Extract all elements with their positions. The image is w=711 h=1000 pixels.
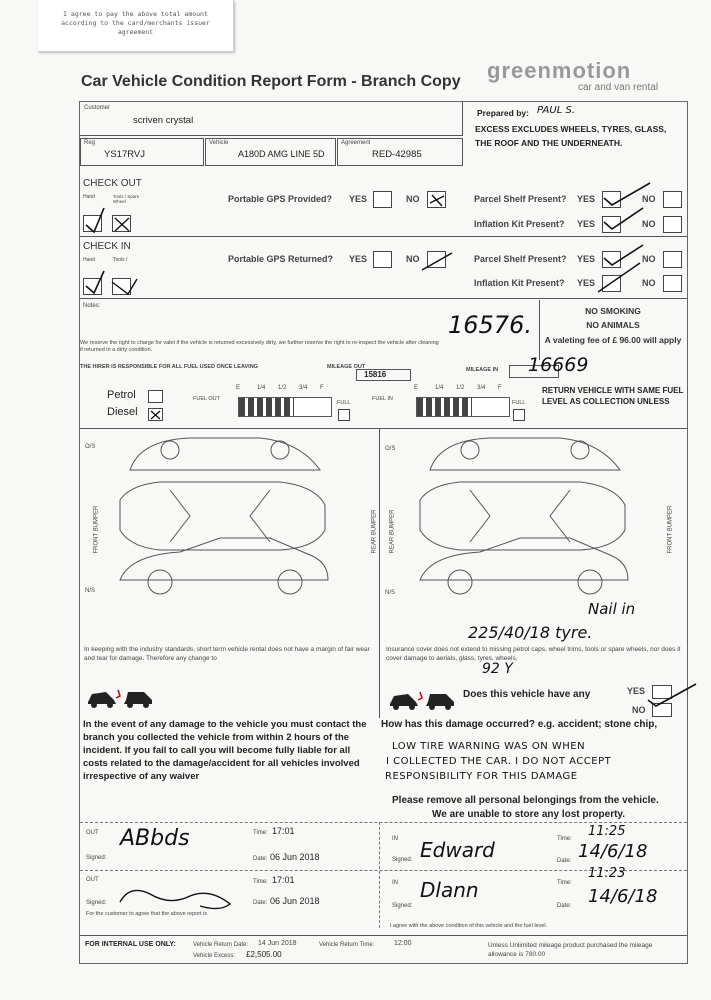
prepared-by-label: Prepared by: xyxy=(477,108,529,118)
belongings-line-1: Please remove all personal belongings from the vehicle. xyxy=(392,795,659,806)
inflation-kit-out-yes-label: YES xyxy=(577,219,596,229)
sign-out-1-date: 06 Jun 2018 xyxy=(270,852,320,862)
reserve-note: We reserve the right to charge for valet if the vehicle is returned excessively dirty, we further reserve the right to re-inspect the vehicle after cleaning if returned in a dirty condition. xyxy=(80,340,439,353)
car-crash-icon-right xyxy=(388,688,458,712)
fuel-out-full-label: FULL xyxy=(337,400,351,406)
mileage-out-label: MILEAGE OUT xyxy=(327,364,366,370)
fuel-in-label: FUEL IN xyxy=(372,396,393,402)
parcel-shelf-in-no-label: NO xyxy=(642,254,656,264)
os-label-right: O/S xyxy=(385,446,396,452)
check-in-tools-label: Tools / xyxy=(113,257,128,263)
rear-bumper-label-left: REAR BUMPER xyxy=(371,509,378,554)
mileage-out-value: 15816 xyxy=(364,370,387,379)
signature-divider xyxy=(379,822,380,928)
sign-in-2-agree-note: I agree with the above condition of this vehicle and the fuel level. xyxy=(390,923,548,929)
sign-in-1-label: IN xyxy=(392,836,398,842)
sign-in-2-signature: Dlann xyxy=(420,878,479,902)
damage-warning: In the event of any damage to the vehicle you must contact the branch you collected the vehicle from within 2 hours of the incident. If you fail to call you will become fully liable for all costs related to the damage/accident for all vehicles involved irrespective of any waiver xyxy=(83,719,367,782)
front-bumper-label-right: FRONT BUMPER xyxy=(667,505,674,554)
how-damage-question: How has this damage occurred? e.g. accident; stone chip, xyxy=(381,719,658,730)
explanation-line-1: LOW TIRE WARNING WAS ON WHEN xyxy=(392,741,586,752)
parcel-shelf-in-yes-label: YES xyxy=(577,254,596,264)
inflation-kit-in-question: Inflation Kit Present? xyxy=(474,278,565,288)
sign-in-1-signed-label: Signed: xyxy=(392,857,413,863)
sign-in-1-signature: Edward xyxy=(420,838,495,862)
insurance-note: Insurance cover does not extend to missing petrol caps, wheel trims, tools or spare wheels, nor does it cover damage to aerials, glass, tyres, wheels, xyxy=(386,646,681,662)
fuel-scale-tick: 3/4 xyxy=(299,385,308,391)
sign-out-2-label: OUT xyxy=(86,877,99,883)
petrol-label: Petrol xyxy=(107,389,136,401)
sign-out-1-time: 17:01 xyxy=(272,826,295,836)
diagram-divider xyxy=(379,428,380,718)
fuel-responsibility-note: THE HIRER IS RESPONSIBLE FOR ALL FUEL USED ONCE LEAVING xyxy=(80,364,258,370)
gps-provided-question: Portable GPS Provided? xyxy=(228,194,333,204)
receipt-line: I agree to pay the above total amount xyxy=(63,10,208,18)
customer-value: scriven crystal xyxy=(133,115,194,126)
sign-out-2-signed-label: Signed: xyxy=(86,900,107,906)
fuel-out-gauge-fill xyxy=(239,398,294,416)
sign-in-1-time-label: Time: xyxy=(557,836,572,842)
brand-logo: greenmotion xyxy=(487,58,632,83)
excess-note: EXCESS EXCLUDES WHEELS, TYRES, GLASS, THE ROOF AND THE UNDERNEATH. xyxy=(475,124,667,148)
standards-note: In keeping with the industry standards, short term vehicle rental does not have a margin of fair wear and tear for damage. Therefore any change to xyxy=(84,646,370,662)
parcel-shelf-in-question: Parcel Shelf Present? xyxy=(474,254,567,264)
os-label-left: O/S xyxy=(85,444,96,450)
fuel-in-full-label: FULL xyxy=(512,400,526,406)
excess-value: £2,505.00 xyxy=(246,950,282,959)
sign-in-2-date: 14/6/18 xyxy=(588,886,658,907)
inflation-kit-in-yes-label: YES xyxy=(577,278,596,288)
sign-out-1-signed-label: Signed: xyxy=(86,855,107,861)
return-fuel-note: RETURN VEHICLE WITH SAME FUEL LEVEL AS COLLECTION UNLESS xyxy=(542,386,684,406)
sign-in-1-date-label: Date: xyxy=(557,858,572,864)
fuel-scale-tick: 1/4 xyxy=(435,385,444,391)
return-date-label: Vehicle Return Date: xyxy=(193,942,249,948)
agreement-value: RED-42985 xyxy=(372,149,422,160)
gps-returned-no-label: NO xyxy=(406,254,420,264)
customer-label: Customer xyxy=(84,105,111,111)
fuel-out-full-checkbox[interactable] xyxy=(338,409,350,421)
car-crash-icon xyxy=(86,686,156,710)
gps-no-label: NO xyxy=(406,194,420,204)
fuel-out-gauge xyxy=(238,397,332,417)
prepared-by-value: PAUL S. xyxy=(537,105,575,116)
mileage-in-label: MILEAGE IN xyxy=(466,367,499,373)
sign-in-2-time-label: Time: xyxy=(557,880,572,886)
parcel-shelf-out-yes-label: YES xyxy=(577,194,596,204)
notes-label: Notes: xyxy=(83,303,101,309)
receipt-line: according to the card/merchants issuer xyxy=(61,19,210,27)
fuel-scale-tick: E xyxy=(414,385,419,391)
gps-returned-question: Portable GPS Returned? xyxy=(228,254,334,264)
sign-in-1-time: 11:25 xyxy=(588,824,626,839)
sign-out-1-label: OUT xyxy=(86,830,99,836)
parcel-shelf-out-question: Parcel Shelf Present? xyxy=(474,194,567,204)
internal-use-label: FOR INTERNAL USE ONLY: xyxy=(85,941,176,948)
check-in-hand-label: Hand xyxy=(83,257,95,263)
explanation-line-2: I COLLECTED THE CAR. I DO NOT ACCEPT xyxy=(386,756,612,767)
fuel-out-label: FUEL OUT xyxy=(193,396,220,402)
car-diagram-left xyxy=(100,430,340,610)
fuel-scale-tick: 1/2 xyxy=(456,385,465,391)
inflation-kit-out-question: Inflation Kit Present? xyxy=(474,219,565,229)
sign-in-2-label: IN xyxy=(392,880,398,886)
sign-in-1-date: 14/6/18 xyxy=(578,841,648,862)
gps-returned-yes-label: YES xyxy=(349,254,368,264)
sign-out-1-date-label: Date: xyxy=(253,856,268,862)
gps-yes-label: YES xyxy=(349,194,368,204)
fuel-scale-tick: 1/4 xyxy=(257,385,266,391)
fuel-scale-tick: 1/2 xyxy=(278,385,287,391)
inflation-kit-out-no-label: NO xyxy=(642,219,656,229)
damage-question: Does this vehicle have any xyxy=(463,689,591,700)
page-title: Car Vehicle Condition Report Form - Branch Copy xyxy=(81,73,461,90)
ns-label-left: N/S xyxy=(85,588,96,594)
sign-in-2-time: 11:23 xyxy=(588,866,626,881)
handwritten-load-index: 92 Y xyxy=(482,661,513,677)
return-time-value: 12:00 xyxy=(394,940,412,947)
fuel-scale-tick: F xyxy=(498,385,502,391)
check-in-title: CHECK IN xyxy=(83,241,131,252)
damage-no-label: NO xyxy=(632,705,646,715)
no-animals: NO ANIMALS xyxy=(586,320,640,330)
fuel-in-gauge xyxy=(416,397,510,417)
handwritten-tyre-size: 225/40/18 tyre. xyxy=(468,623,593,642)
fuel-scale-tick: E xyxy=(236,385,241,391)
notes-handwritten: 16576. xyxy=(448,311,532,339)
excess-label: Vehicle Excess: xyxy=(193,953,236,959)
sign-out-2-signature xyxy=(110,876,250,916)
check-out-title: CHECK OUT xyxy=(83,178,142,189)
petrol-checkbox[interactable] xyxy=(148,390,163,403)
valeting-fee: A valeting fee of £ 96.00 will apply xyxy=(544,335,682,345)
check-out-hand-label: Hand xyxy=(83,194,95,200)
vehicle-value: A180D AMG LINE 5D xyxy=(238,149,325,159)
front-bumper-label: FRONT BUMPER xyxy=(93,505,100,554)
vehicle-label: Vehicle xyxy=(209,140,229,146)
belongings-line-2: We are unable to store any lost property. xyxy=(432,809,626,820)
parcel-shelf-out-no-label: NO xyxy=(642,194,656,204)
sign-in-2-date-label: Date: xyxy=(557,903,572,909)
mileage-in-value: 16669 xyxy=(528,354,589,376)
return-time-label: Vehicle Return Time: xyxy=(319,942,375,948)
check-out-tools-label: Tools / Spare Wheel xyxy=(113,194,140,204)
fuel-scale-tick: 3/4 xyxy=(477,385,486,391)
receipt-line: agreement xyxy=(117,28,154,36)
brand-tagline: car and van rental xyxy=(578,82,659,93)
sign-out-1-time-label: Time: xyxy=(253,830,268,836)
mileage-allowance-note: Unless Unlimited mileage product purchased the mileage allowance is 780.00 xyxy=(488,942,653,958)
fuel-in-full-checkbox[interactable] xyxy=(513,409,525,421)
diesel-label: Diesel xyxy=(107,406,138,418)
fuel-in-gauge-fill xyxy=(417,398,472,416)
handwritten-nail-in: Nail in xyxy=(588,600,636,618)
fuel-scale-tick: F xyxy=(320,385,324,391)
sign-out-2-date-label: Date: xyxy=(253,900,268,906)
explanation-line-3: RESPONSIBILITY FOR THIS DAMAGE xyxy=(385,771,578,782)
sign-out-2-time-label: Time: xyxy=(253,879,268,885)
diesel-cross xyxy=(148,408,164,422)
inflation-kit-in-no-label: NO xyxy=(642,278,656,288)
agreement-label: Agreement xyxy=(341,140,371,146)
return-date-value: 14 Jun 2018 xyxy=(258,940,297,947)
no-smoking: NO SMOKING xyxy=(585,306,641,316)
damage-yes-mark xyxy=(640,680,700,710)
ns-label-right: N/S xyxy=(385,590,396,596)
sign-out-1-signature: ABbds xyxy=(120,826,190,851)
sign-out-2-time: 17:01 xyxy=(272,875,295,885)
rear-bumper-label-center: REAR BUMPER xyxy=(389,509,396,554)
reg-label: Reg xyxy=(84,140,96,146)
sign-out-2-date: 06 Jun 2018 xyxy=(270,896,320,906)
reg-value: YS17RVJ xyxy=(104,149,146,160)
checkmarks-overlay xyxy=(0,0,711,300)
sign-in-2-signed-label: Signed: xyxy=(392,903,413,909)
damage-yes-label: YES xyxy=(627,686,646,696)
car-diagram-right xyxy=(400,430,640,610)
sign-out-2-agree-note: For the customer to agree that the above report is xyxy=(86,911,208,917)
